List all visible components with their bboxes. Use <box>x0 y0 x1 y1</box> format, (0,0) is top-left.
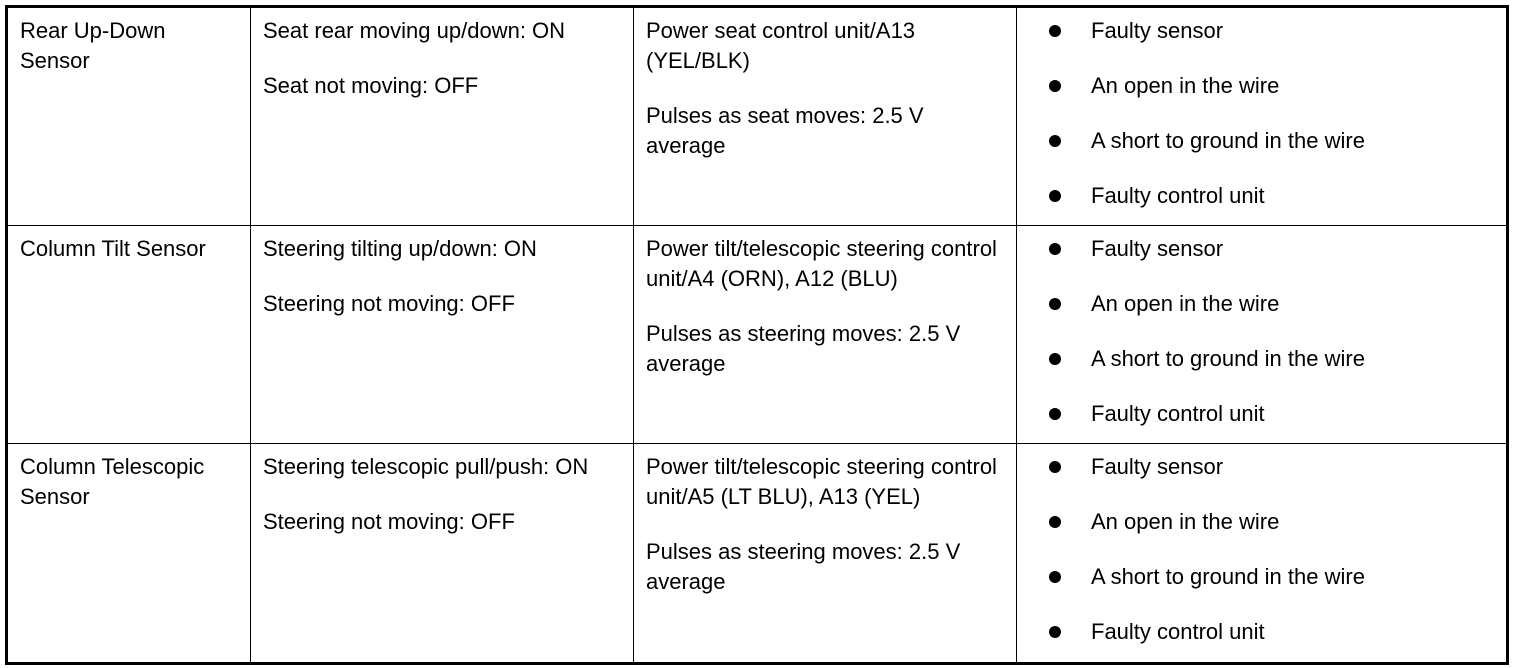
cause-text: Faulty sensor <box>1091 454 1224 479</box>
cause-text: An open in the wire <box>1091 291 1280 316</box>
bullet-icon <box>1049 516 1061 528</box>
terminal-text: Power tilt/telescopic steering control unit/A4 (ORN), A12 (BLU) <box>646 236 997 291</box>
bullet-icon <box>1049 25 1061 37</box>
condition-text: Steering tilting up/down: ON <box>263 236 537 261</box>
bullet-icon <box>1049 353 1061 365</box>
condition-cell <box>251 7 634 226</box>
list-item <box>1049 126 1496 156</box>
condition-text: Seat not moving: OFF <box>263 73 479 98</box>
list-item <box>1049 452 1496 482</box>
cause-text: A short to ground in the wire <box>1091 564 1365 589</box>
table-row <box>7 7 1508 226</box>
bullet-icon <box>1049 80 1061 92</box>
table-row <box>7 444 1508 664</box>
sensor-cell <box>7 226 251 444</box>
bullet-icon <box>1049 190 1061 202</box>
list-item <box>1049 562 1496 592</box>
condition-cell <box>251 226 634 444</box>
cause-list <box>1029 452 1496 647</box>
terminal-text: Power tilt/telescopic steering control unit/A5 (LT BLU), A13 (YEL) <box>646 454 997 509</box>
terminal-cell <box>634 444 1017 664</box>
condition-text: Seat rear moving up/down: ON <box>263 18 566 43</box>
condition-text: Steering not moving: OFF <box>263 291 515 316</box>
list-item <box>1049 399 1496 429</box>
cause-text: Faulty control unit <box>1091 619 1265 644</box>
table-row <box>7 226 1508 444</box>
cause-text: Faulty sensor <box>1091 18 1224 43</box>
cause-text: Faulty control unit <box>1091 401 1265 426</box>
bullet-icon <box>1049 243 1061 255</box>
cause-text: An open in the wire <box>1091 509 1280 534</box>
sensor-name: Column Telescopic Sensor <box>20 454 205 509</box>
sensor-cell <box>7 444 251 664</box>
terminal-text: Pulses as steering moves: 2.5 V average <box>646 321 961 376</box>
bullet-icon <box>1049 408 1061 420</box>
cause-list <box>1029 234 1496 429</box>
condition-cell <box>251 444 634 664</box>
bullet-icon <box>1049 626 1061 638</box>
list-item <box>1049 344 1496 374</box>
list-item <box>1049 181 1496 211</box>
cause-text: Faulty sensor <box>1091 236 1224 261</box>
cause-text: A short to ground in the wire <box>1091 346 1365 371</box>
sensor-cell <box>7 7 251 226</box>
bullet-icon <box>1049 298 1061 310</box>
bullet-icon <box>1049 461 1061 473</box>
cause-text: Faulty control unit <box>1091 183 1265 208</box>
terminal-cell <box>634 7 1017 226</box>
list-item <box>1049 289 1496 319</box>
list-item <box>1049 234 1496 264</box>
sensor-name: Rear Up-Down Sensor <box>20 18 166 73</box>
bullet-icon <box>1049 571 1061 583</box>
terminal-text: Pulses as seat moves: 2.5 V average <box>646 103 924 158</box>
cause-cell <box>1017 444 1508 664</box>
terminal-text: Power seat control unit/A13 (YEL/BLK) <box>646 18 916 73</box>
list-item <box>1049 507 1496 537</box>
list-item <box>1049 617 1496 647</box>
sensor-name: Column Tilt Sensor <box>20 236 206 261</box>
list-item <box>1049 71 1496 101</box>
cause-cell <box>1017 7 1508 226</box>
list-item <box>1049 16 1496 46</box>
condition-text: Steering telescopic pull/push: ON <box>263 454 589 479</box>
diagnostic-table <box>5 5 1509 665</box>
bullet-icon <box>1049 135 1061 147</box>
condition-text: Steering not moving: OFF <box>263 509 515 534</box>
terminal-text: Pulses as steering moves: 2.5 V average <box>646 539 961 594</box>
cause-cell <box>1017 226 1508 444</box>
cause-text: A short to ground in the wire <box>1091 128 1365 153</box>
terminal-cell <box>634 226 1017 444</box>
cause-list <box>1029 16 1496 211</box>
cause-text: An open in the wire <box>1091 73 1280 98</box>
